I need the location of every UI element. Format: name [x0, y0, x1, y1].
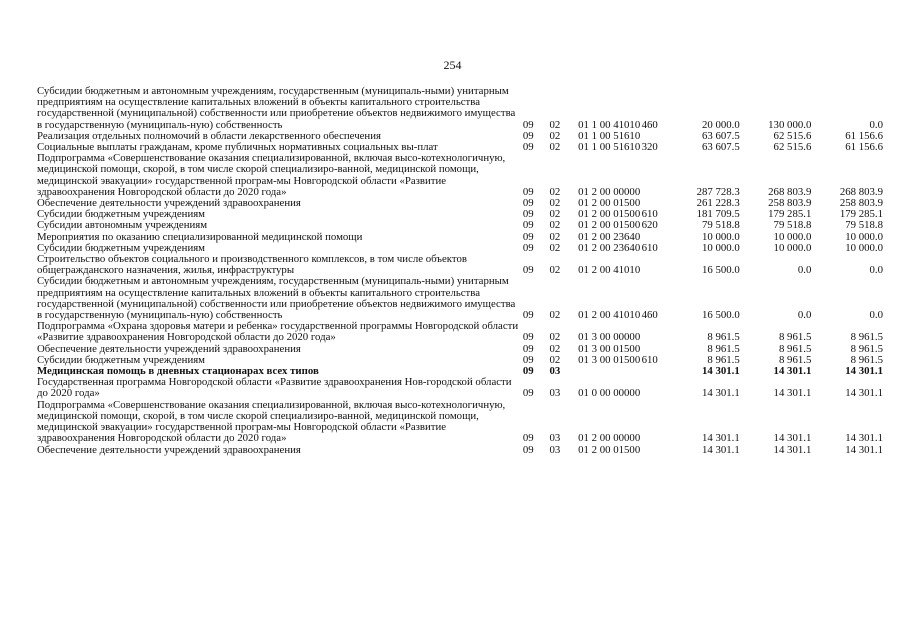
- row-target-article: 01 3 00 00000: [578, 331, 641, 344]
- row-expense-type: 460: [641, 118, 658, 131]
- row-section: 09: [522, 443, 534, 456]
- row-name: Медицинская помощь в дневных стационарах всех типов: [37, 365, 319, 378]
- table-row: [37, 220, 883, 231]
- row-name: Подпрограмма «Совершенствование оказания специализированной, включая высо-котехнологичную, медицинской помощи, скорой, в том числе скорой специализиро-ванной, медицинской помощи, медицинской эвакуации» государственной програм-мы Новгородской области «Развитие здравоохранения Новгородской области до 2020 года»: [37, 152, 506, 198]
- row-section: 09: [522, 264, 534, 277]
- row-amount-1: 16 500.0: [701, 264, 740, 277]
- table-row: [37, 153, 883, 198]
- row-target-article: 01 3 00 01500: [578, 353, 641, 366]
- row-expense-type: 610: [641, 241, 658, 254]
- row-amount-3: 14 301.1: [845, 443, 883, 456]
- row-amount-3: 8 961.5: [850, 331, 883, 344]
- row-amount-1: 10 000.0: [701, 241, 740, 254]
- row-section: 09: [522, 365, 534, 378]
- row-amount-3: 61 156.6: [845, 141, 883, 154]
- row-subsection: 02: [549, 342, 561, 355]
- row-target-article: 01 0 00 00000: [578, 387, 641, 400]
- row-target-article: 01 2 00 41010: [578, 309, 641, 322]
- row-amount-1: 181 709.5: [696, 208, 740, 221]
- row-target-article: 01 2 00 01500: [578, 443, 641, 456]
- row-amount-1: 8 961.5: [707, 342, 740, 355]
- table-row: [37, 254, 883, 276]
- row-section: 09: [522, 129, 534, 142]
- row-amount-2: 14 301.1: [773, 387, 812, 400]
- row-amount-3: 14 301.1: [845, 432, 883, 445]
- row-amount-2: 8 961.5: [778, 353, 812, 366]
- row-subsection: 02: [549, 141, 561, 154]
- row-subsection: 02: [549, 230, 561, 243]
- table-row: [37, 400, 883, 445]
- row-amount-2: 14 301.1: [773, 432, 812, 445]
- row-expense-type: [642, 377, 671, 399]
- row-amount-3: 179 285.1: [839, 208, 883, 221]
- row-amount-2: 8 961.5: [778, 331, 812, 344]
- row-target-article: 01 2 00 00000: [578, 185, 641, 198]
- row-name: Обеспечение деятельности учреждений здравоохранения: [37, 197, 301, 210]
- row-section: 09: [522, 342, 534, 355]
- row-amount-1: 14 301.1: [701, 365, 740, 378]
- row-amount-1: 8 961.5: [707, 353, 740, 366]
- row-section: 09: [522, 241, 534, 254]
- row-amount-3: 79 518.8: [845, 219, 883, 232]
- row-amount-3: 0.0: [869, 264, 883, 277]
- row-expense-type: 610: [641, 353, 658, 366]
- row-expense-type: 460: [641, 309, 658, 322]
- row-subsection: 02: [549, 309, 561, 322]
- row-expense-type: [642, 366, 671, 377]
- row-amount-1: 287 728.3: [696, 185, 740, 198]
- row-section: 09: [522, 387, 534, 400]
- row-subsection: 02: [549, 353, 561, 366]
- row-section: 09: [522, 432, 534, 445]
- table-row: [37, 445, 883, 456]
- row-amount-2: 0.0: [797, 309, 812, 322]
- row-subsection: 02: [549, 185, 561, 198]
- row-name: Субсидии бюджетным учреждениям: [37, 241, 206, 254]
- row-amount-3: 14 301.1: [845, 365, 883, 378]
- row-amount-1: 20 000.0: [701, 118, 740, 131]
- row-subsection: 03: [549, 443, 561, 456]
- row-expense-type: 620: [641, 219, 658, 232]
- budget-table: [37, 86, 883, 456]
- row-target-article: 01 2 00 01500: [578, 219, 641, 232]
- row-amount-2: 62 515.6: [773, 129, 812, 142]
- row-amount-3: 268 803.9: [839, 185, 883, 198]
- row-expense-type: 610: [641, 208, 658, 221]
- row-target-article: 01 2 00 01500: [578, 208, 641, 221]
- row-name: Субсидии бюджетным и автономным учреждениям, государственным (муниципаль-ными) унитарным предприятиям на осуществление капитальных вложений в объекты капитального строительства государственной (муниципальной) собственности или приобретение объектов недвижимого имущества в государственную (муниципаль-ную) собственность: [37, 85, 516, 131]
- row-amount-2: 14 301.1: [773, 443, 812, 456]
- row-amount-3: 10 000.0: [845, 230, 883, 243]
- row-amount-3: 8 961.5: [850, 353, 883, 366]
- row-name: Субсидии бюджетным и автономным учреждениям, государственным (муниципаль-ными) унитарным предприятиям на осуществление капитальных вложений в объекты капитального строительства государственной (муниципальной) собственности или приобретение объектов недвижимого имущества в государственную (муниципаль-ную) собственность: [37, 275, 516, 322]
- row-expense-type: [642, 445, 671, 456]
- row-target-article: 01 2 00 23640: [578, 241, 641, 254]
- row-name: Субсидии бюджетным учреждениям: [37, 208, 206, 221]
- row-amount-1: 63 607.5: [701, 129, 740, 142]
- row-amount-1: 261 228.3: [696, 197, 740, 210]
- row-amount-2: 130 000.0: [768, 118, 812, 131]
- row-section: 09: [522, 219, 534, 232]
- row-amount-1: 8 961.5: [707, 331, 740, 344]
- table-row: [37, 321, 883, 343]
- row-section: 09: [522, 230, 534, 243]
- row-subsection: 02: [549, 197, 561, 210]
- row-amount-3: 14 301.1: [845, 387, 883, 400]
- row-target-article: 01 3 00 01500: [578, 342, 641, 355]
- row-amount-1: 16 500.0: [701, 309, 740, 322]
- row-name: Строительство объектов социального и производственного комплексов, в том числе объектов общегражданского назначения, жилья, инфраструктуры: [37, 253, 467, 277]
- row-subsection: 02: [549, 264, 561, 277]
- row-section: 09: [522, 331, 534, 344]
- row-amount-2: 10 000.0: [773, 230, 812, 243]
- row-amount-3: 0.0: [869, 118, 883, 131]
- row-amount-2: 179 285.1: [768, 208, 812, 221]
- row-amount-2: 258 803.9: [768, 197, 812, 210]
- row-expense-type: [642, 254, 671, 276]
- row-name: Государственная программа Новгородской области «Развитие здравоохранения Нов-городской области до 2020 года»: [37, 376, 512, 400]
- row-target-article: 01 2 00 00000: [578, 432, 641, 445]
- row-subsection: 03: [549, 365, 561, 378]
- row-name: Реализация отдельных полномочий в области лекарственного обеспечения: [37, 129, 381, 142]
- row-subsection: 02: [549, 331, 561, 344]
- row-expense-type: 320: [641, 141, 658, 154]
- row-amount-1: 14 301.1: [701, 432, 740, 445]
- row-name: Обеспечение деятельности учреждений здравоохранения: [37, 342, 301, 355]
- row-section: 09: [522, 141, 534, 154]
- row-target-article: 01 2 00 23640: [578, 230, 641, 243]
- row-subsection: 02: [549, 118, 561, 131]
- row-subsection: 03: [549, 387, 561, 400]
- row-amount-1: 14 301.1: [701, 387, 740, 400]
- row-amount-3: 8 961.5: [850, 342, 883, 355]
- row-name: Субсидии бюджетным учреждениям: [37, 353, 206, 366]
- row-expense-type: [642, 400, 671, 445]
- row-name: Подпрограмма «Совершенствование оказания специализированной, включая высо-котехнологичную, медицинской помощи, скорой, в том числе скорой специализиро-ванной, медицинской помощи, медицинской эвакуации» государственной програм-мы Новгородской области «Развитие здравоохранения Новгородской области до 2020 года»: [37, 398, 506, 445]
- row-expense-type: [642, 153, 671, 198]
- row-amount-2: 79 518.8: [773, 219, 812, 232]
- table-row: [37, 276, 883, 321]
- row-section: 09: [522, 208, 534, 221]
- row-name: Обеспечение деятельности учреждений здравоохранения: [37, 443, 301, 456]
- row-amount-2: 62 515.6: [773, 141, 812, 154]
- row-section: 09: [522, 197, 534, 210]
- row-name: Социальные выплаты гражданам, кроме публичных нормативных социальных вы-плат: [37, 141, 438, 154]
- row-amount-2: 10 000.0: [773, 241, 812, 254]
- row-target-article: 01 2 00 41010: [578, 264, 641, 277]
- row-amount-1: 14 301.1: [701, 443, 740, 456]
- row-subsection: 02: [549, 208, 561, 221]
- row-expense-type: [642, 321, 671, 343]
- row-subsection: 03: [549, 432, 561, 445]
- row-target-article: 01 1 00 51610: [578, 141, 641, 154]
- row-name: Субсидии автономным учреждениям: [37, 219, 208, 232]
- row-amount-2: 0.0: [797, 264, 812, 277]
- row-amount-2: 8 961.5: [778, 342, 812, 355]
- row-amount-3: 61 156.6: [845, 129, 883, 142]
- row-amount-1: 79 518.8: [701, 219, 740, 232]
- table-row: [37, 377, 883, 399]
- row-target-article: [578, 366, 641, 377]
- row-target-article: 01 1 00 41010: [578, 118, 641, 131]
- row-section: 09: [522, 309, 534, 322]
- row-target-article: 01 1 00 51610: [578, 129, 641, 142]
- row-name: Мероприятия по оказанию специализированной медицинской помощи: [37, 230, 363, 243]
- row-subsection: 02: [549, 129, 561, 142]
- page-number: 254: [443, 58, 462, 72]
- row-target-article: 01 2 00 01500: [578, 197, 641, 210]
- row-amount-2: 14 301.1: [773, 365, 812, 378]
- row-amount-3: 0.0: [869, 309, 883, 322]
- row-amount-1: 10 000.0: [701, 230, 740, 243]
- row-section: 09: [522, 353, 534, 366]
- row-amount-3: 258 803.9: [839, 197, 883, 210]
- row-amount-2: 268 803.9: [768, 185, 812, 198]
- row-subsection: 02: [549, 219, 561, 232]
- row-amount-1: 63 607.5: [701, 141, 740, 154]
- row-amount-3: 10 000.0: [845, 241, 883, 254]
- row-section: 09: [522, 185, 534, 198]
- row-subsection: 02: [549, 241, 561, 254]
- row-section: 09: [522, 118, 534, 131]
- row-name: Подпрограмма «Охрана здоровья матери и ребенка» государственной программы Новгородской области «Развитие здравоохранения Новгородской области до 2020 года»: [37, 320, 519, 344]
- table-row: [37, 86, 883, 131]
